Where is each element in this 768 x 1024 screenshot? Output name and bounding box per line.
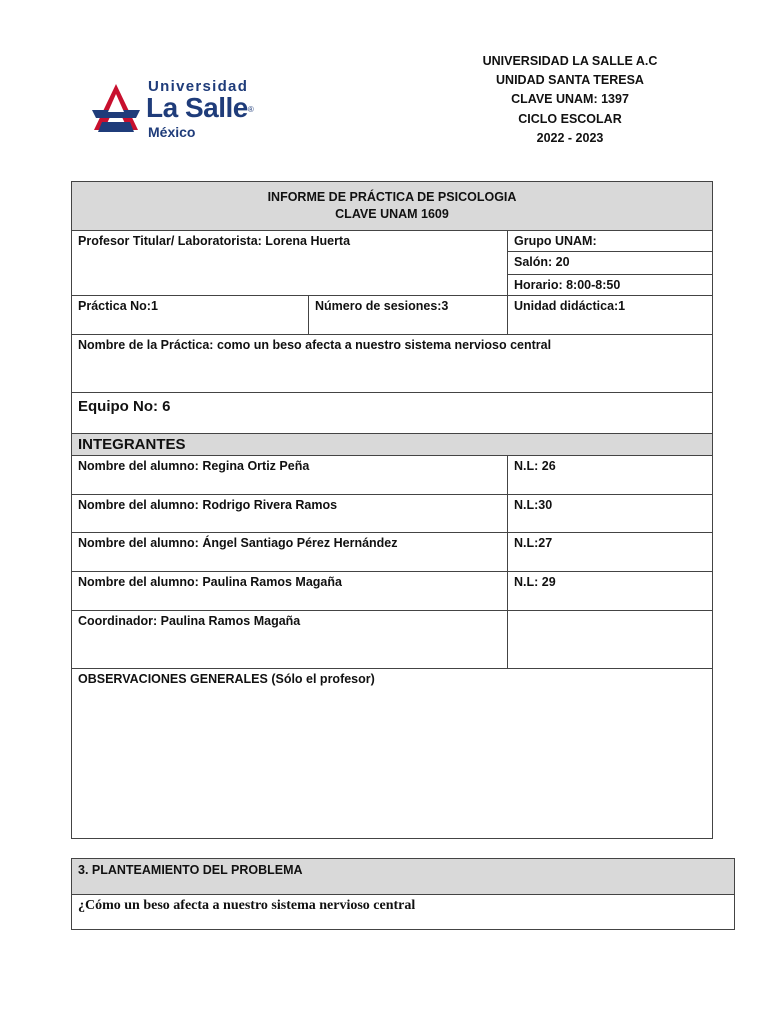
report-title: INFORME DE PRÁCTICA DE PSICOLOGIA [267, 190, 517, 204]
logo-universidad: Universidad [148, 78, 249, 95]
institution-year: 2022 - 2023 [536, 130, 604, 145]
la-salle-logo [90, 78, 280, 142]
unidad-cell: Unidad didáctica:1 [507, 295, 713, 335]
profesor-cell: Profesor Titular/ Laboratorista: Lorena Huerta [71, 230, 508, 296]
institution-header [460, 52, 680, 148]
practica-no-cell: Práctica No:1 [71, 295, 309, 335]
report-subtitle: CLAVE UNAM 1609 [335, 207, 449, 221]
institution-ciclo: CICLO ESCOLAR [518, 111, 622, 126]
sesiones-cell: Número de sesiones:3 [308, 295, 508, 335]
logo-la-salle-text: La Salle [146, 92, 248, 123]
alumno-1-nombre: Nombre del alumno: Regina Ortiz Peña [71, 455, 508, 495]
institution-unit: UNIDAD SANTA TERESA [496, 73, 644, 88]
grupo-cell: Grupo UNAM: [507, 230, 713, 252]
problema-heading: 3. PLANTEAMIENTO DEL PROBLEMA [71, 858, 735, 895]
nombre-practica-cell: Nombre de la Práctica: como un beso afecta a nuestro sistema nervioso central [71, 334, 713, 393]
horario-cell: Horario: 8:00-8:50 [507, 274, 713, 296]
registered-mark: ® [247, 105, 254, 115]
report-title-cell [71, 181, 713, 231]
institution-clave: CLAVE UNAM: 1397 [511, 92, 629, 107]
institution-name: UNIVERSIDAD LA SALLE A.C [482, 54, 658, 68]
alumno-3-nl: N.L:27 [507, 532, 713, 572]
alumno-2-nl: N.L:30 [507, 494, 713, 533]
logo-la-salle [146, 92, 253, 124]
alumno-1-nl: N.L: 26 [507, 455, 713, 495]
observaciones-cell: OBSERVACIONES GENERALES (Sólo el profesor) [71, 668, 713, 839]
coordinador-blank-cell [507, 610, 713, 669]
alumno-4-nombre: Nombre del alumno: Paulina Ramos Magaña [71, 571, 508, 611]
salon-cell: Salón: 20 [507, 251, 713, 275]
la-salle-star-icon [90, 82, 142, 136]
alumno-2-nombre: Nombre del alumno: Rodrigo Rivera Ramos [71, 494, 508, 533]
integrantes-header: INTEGRANTES [71, 433, 713, 456]
coordinador-cell: Coordinador: Paulina Ramos Magaña [71, 610, 508, 669]
alumno-4-nl: N.L: 29 [507, 571, 713, 611]
problema-text: ¿Cómo un beso afecta a nuestro sistema nervioso central [71, 894, 735, 930]
equipo-cell: Equipo No: 6 [71, 392, 713, 434]
logo-mexico: México [148, 124, 196, 140]
alumno-3-nombre: Nombre del alumno: Ángel Santiago Pérez Hernández [71, 532, 508, 572]
